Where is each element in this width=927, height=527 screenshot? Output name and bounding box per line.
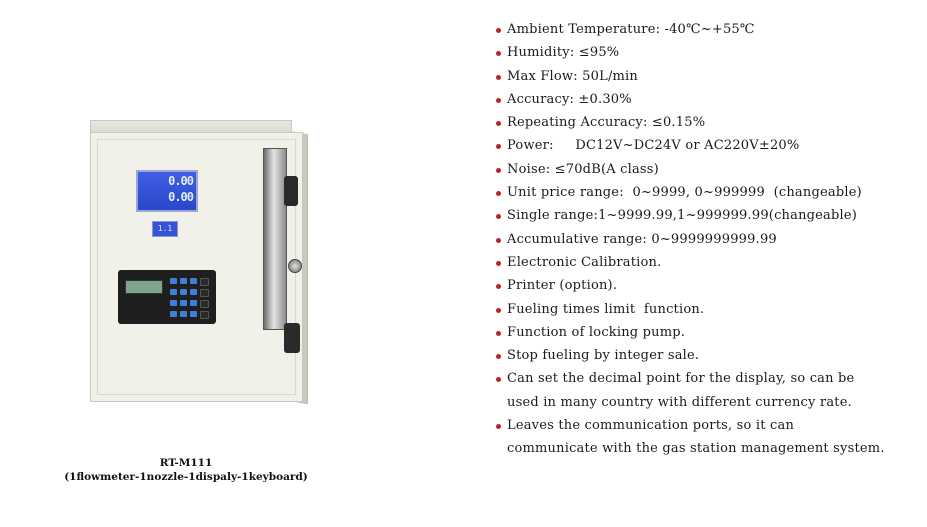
spec-item: Single range:1~9999.99,1~999999.99(changeable) [496, 204, 885, 227]
bullet-icon [496, 238, 501, 243]
sight-glass [263, 148, 287, 330]
inlet-pipe [284, 176, 298, 206]
bullet-icon [496, 144, 501, 149]
keypad-key [180, 300, 187, 306]
keypad-key [170, 311, 177, 317]
keypad-key [200, 300, 209, 308]
bullet-icon [496, 168, 501, 173]
bullet-icon [496, 28, 501, 33]
keypad-key [200, 311, 209, 319]
keypad-key [190, 300, 197, 306]
dispenser-image [60, 118, 320, 408]
bullet-icon [496, 214, 501, 219]
keypad-key [190, 289, 197, 295]
spec-item: Leaves the communication ports, so it can communicate with the gas station management system. [496, 414, 885, 461]
spec-item: Fueling times limit function. [496, 298, 885, 321]
keypad-key [170, 289, 177, 295]
lcd-display [136, 170, 198, 212]
spec-item: Power: DC12V~DC24V or AC220V±20% [496, 134, 885, 157]
spec-item: Humidity: ≤95% [496, 41, 885, 64]
small-display: 1.1 [152, 221, 178, 237]
spec-item: Unit price range: 0~9999, 0~999999 (changeable) [496, 181, 885, 204]
keypad-key [190, 278, 197, 284]
spec-item: Printer (option). [496, 274, 885, 297]
lock-icon [288, 259, 302, 273]
bullet-icon [496, 75, 501, 80]
keypad-key [170, 300, 177, 306]
spec-item: Electronic Calibration. [496, 251, 885, 274]
spec-item: Repeating Accuracy: ≤0.15% [496, 111, 885, 134]
spec-item: Can set the decimal point for the display, so can be used in many country with different currency rate. [496, 367, 885, 414]
bullet-icon [496, 331, 501, 336]
bullet-icon [496, 354, 501, 359]
keypad [118, 270, 216, 324]
spec-list [496, 18, 885, 461]
keypad-key [180, 278, 187, 284]
keypad-key [180, 289, 187, 295]
display-amount: 0.00 [168, 174, 193, 188]
keypad-key [200, 278, 209, 286]
bullet-icon [496, 51, 501, 56]
bullet-icon [496, 424, 501, 429]
model-description: (1flowmeter-1nozzle-1dispaly-1keyboard) [64, 471, 308, 483]
bullet-icon [496, 308, 501, 313]
bullet-icon [496, 191, 501, 196]
keypad-key [170, 278, 177, 284]
spec-item: Function of locking pump. [496, 321, 885, 344]
bullet-icon [496, 284, 501, 289]
outlet-pipe [284, 323, 300, 353]
spec-item: Accuracy: ±0.30% [496, 88, 885, 111]
spec-item: Ambient Temperature: -40℃~+55℃ [496, 18, 885, 41]
spec-item: Accumulative range: 0~9999999999.99 [496, 228, 885, 251]
display-volume: 0.00 [168, 190, 193, 204]
keypad-key [190, 311, 197, 317]
model-caption: RT-M111 [159, 457, 213, 469]
spec-item: Noise: ≤70dB(A class) [496, 158, 885, 181]
bullet-icon [496, 377, 501, 382]
keypad-key [180, 311, 187, 317]
bullet-icon [496, 98, 501, 103]
bullet-icon [496, 121, 501, 126]
spec-item: Max Flow: 50L/min [496, 65, 885, 88]
spec-item: Stop fueling by integer sale. [496, 344, 885, 367]
bullet-icon [496, 261, 501, 266]
keypad-key [200, 289, 209, 297]
keypad-screen [125, 280, 163, 294]
